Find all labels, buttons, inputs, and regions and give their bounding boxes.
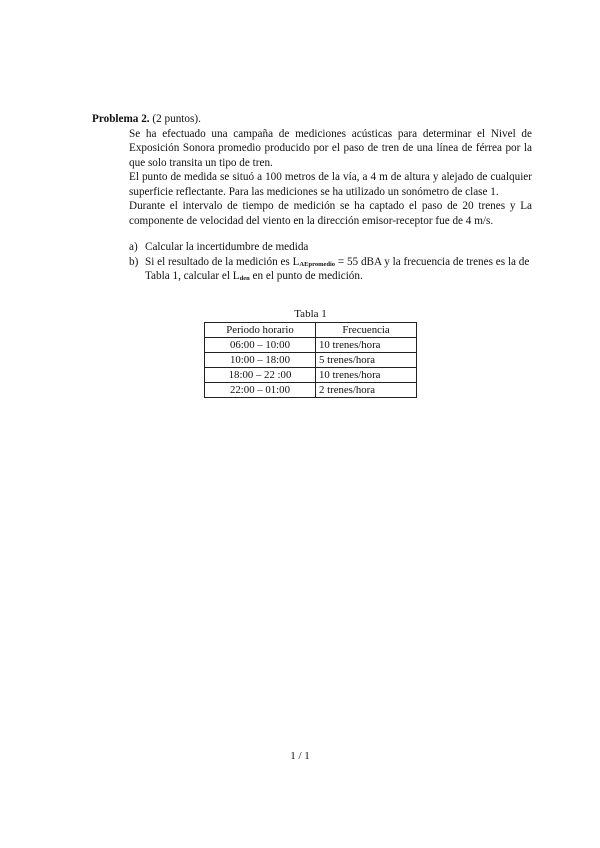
cell-period: 06:00 – 10:00 — [205, 338, 316, 353]
question-b-text-1: Si el resultado de la medición es L — [145, 255, 300, 268]
problem-statement — [129, 127, 532, 229]
paragraph-3: Durante el intervalo de tiempo de medición se ha captado el paso de 20 trenes y La componente de velocidad del viento en la dirección emisor-receptor fue de 4 m/s. — [129, 200, 532, 227]
problem-title: Problema 2. — [92, 113, 150, 125]
table-row — [205, 338, 417, 353]
question-list — [129, 240, 532, 284]
cell-frequency: 10 trenes/hora — [316, 368, 417, 383]
question-b-subscript-1: AEpromedio — [299, 260, 336, 268]
table-row — [205, 383, 417, 398]
paragraph-2: El punto de medida se situó a 100 metros de la vía, a 4 m de altura y alejado de cualquier superficie reflectante. Para las mediciones se ha utilizado un sonómetro de clase 1. — [129, 171, 532, 198]
cell-frequency: 10 trenes/hora — [316, 338, 417, 353]
frequency-table-block — [204, 308, 417, 398]
cell-frequency: 2 trenes/hora — [316, 383, 417, 398]
question-b-subscript-2: den — [239, 275, 250, 282]
frequency-table — [204, 322, 417, 398]
question-b-text-3: en el punto de medición. — [249, 270, 363, 282]
header-period: Periodo horario — [205, 323, 316, 338]
question-a-marker: a) — [129, 241, 138, 253]
table-header-row — [205, 323, 417, 338]
table-caption: Tabla 1 — [294, 308, 327, 320]
problem-section — [92, 112, 532, 284]
cell-period: 18:00 – 22 :00 — [205, 368, 316, 383]
paragraph-1: Se ha efectuado una campaña de mediciones acústicas para determinar el Nivel de Exposición Sonora promedio producido por el paso de tren de una línea de férrea por la que solo transita un tipo de tren. — [129, 127, 532, 169]
question-b-text-2: = 55 dBA y la frecuencia de trenes es la de Tabla 1, calcular el L — [145, 255, 530, 282]
problem-points: (2 puntos). — [152, 113, 201, 125]
page-number: 1 / 1 — [290, 750, 310, 762]
cell-period: 10:00 – 18:00 — [205, 353, 316, 368]
question-a — [129, 240, 532, 255]
question-b-marker: b) — [129, 255, 139, 268]
question-b — [129, 255, 532, 284]
table-row — [205, 353, 417, 368]
question-a-text: Calcular la incertidumbre de medida — [145, 241, 309, 253]
table-row — [205, 368, 417, 383]
problem-heading — [92, 112, 532, 127]
cell-period: 22:00 – 01:00 — [205, 383, 316, 398]
cell-frequency: 5 trenes/hora — [316, 353, 417, 368]
header-frequency: Frecuencia — [316, 323, 417, 338]
